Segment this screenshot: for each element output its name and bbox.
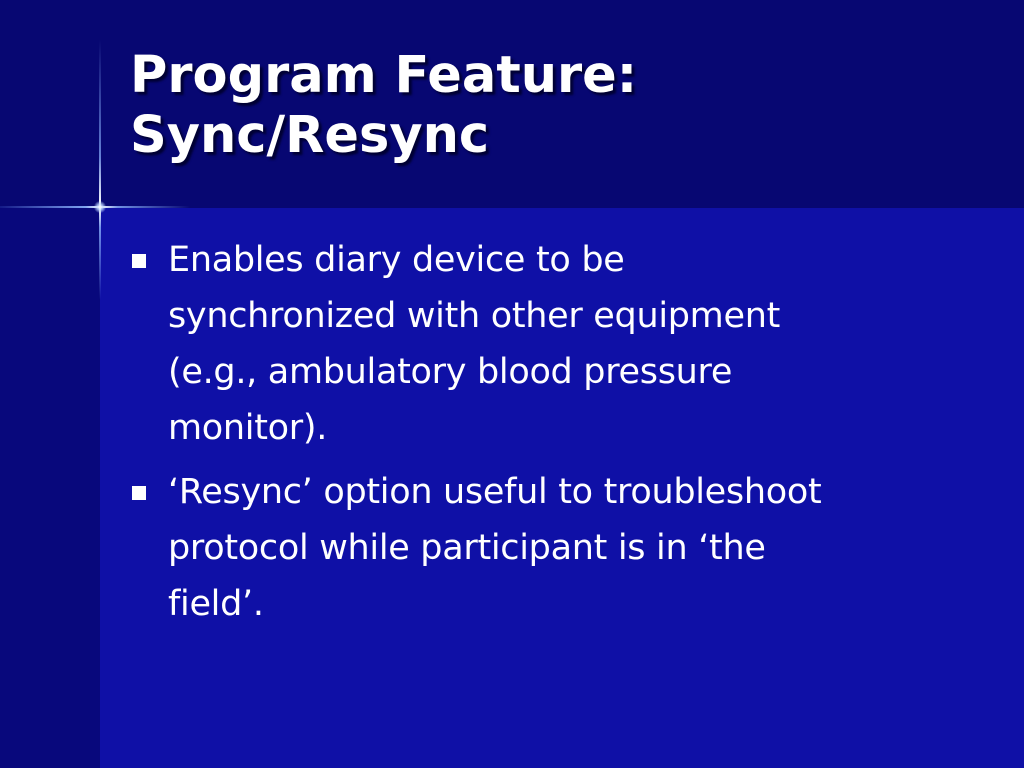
bullet-line: (e.g., ambulatory blood pressure: [168, 352, 733, 392]
slide-title-line: Program Feature:: [130, 46, 638, 105]
square-bullet-icon: [132, 486, 146, 500]
bullet-line: monitor).: [168, 408, 328, 448]
left-band: [0, 208, 100, 768]
bullet-list: [130, 232, 990, 640]
bullet-line: ‘Resync’ option useful to troubleshoot: [168, 472, 822, 512]
bullet-item: [130, 464, 990, 632]
bullet-line: protocol while participant is in ‘the: [168, 528, 766, 568]
sparkle-icon: [94, 201, 106, 213]
slide-title-line: Sync/Resync: [130, 106, 490, 165]
slide-title: [130, 46, 990, 166]
bullet-item: [130, 232, 990, 456]
vertical-light-line: [99, 40, 101, 300]
bullet-line: synchronized with other equipment: [168, 296, 780, 336]
bullet-line: field’.: [168, 584, 264, 624]
square-bullet-icon: [132, 254, 146, 268]
bullet-line: Enables diary device to be: [168, 240, 625, 280]
